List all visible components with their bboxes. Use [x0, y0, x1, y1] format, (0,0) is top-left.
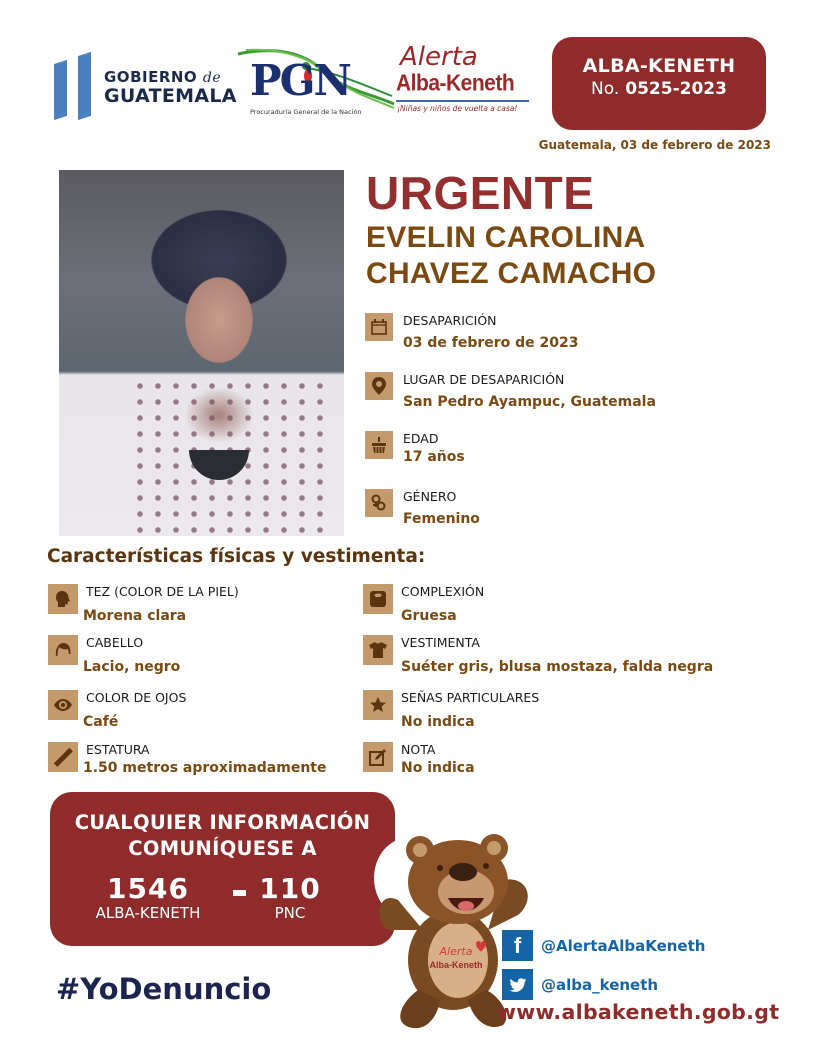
facebook-link[interactable] — [502, 930, 705, 961]
bulletin-date: Guatemala, 03 de febrero de 2023 — [538, 138, 771, 152]
characteristics-title: Características físicas y vestimenta: — [47, 546, 426, 567]
location-pin-icon — [365, 372, 393, 400]
case-program: ALBA-KENETH — [582, 55, 736, 77]
twitter-handle: @alba_keneth — [541, 975, 659, 994]
phone-number: 1546 — [107, 872, 189, 905]
name-line-1: EVELIN CAROLINA — [366, 221, 646, 254]
alerta-word: Alerta — [400, 42, 478, 72]
detail-value: San Pedro Ayampuc, Guatemala — [403, 394, 656, 410]
facebook-icon: f — [502, 930, 533, 961]
char-label: COMPLEXIÓN — [401, 584, 485, 599]
char-note — [363, 742, 475, 778]
hair-icon — [48, 635, 78, 665]
scale-icon — [363, 584, 393, 614]
head-icon — [48, 584, 78, 614]
char-label: VESTIMENTA — [401, 635, 480, 650]
gobierno-text: GOBIERNO — [104, 68, 198, 86]
detail-value: 17 años — [403, 449, 465, 465]
gender-icon — [365, 489, 393, 517]
twitter-link[interactable] — [502, 969, 658, 1000]
char-value: Lacio, negro — [83, 659, 181, 675]
detail-label: GÉNERO — [403, 489, 457, 504]
birthday-cake-icon — [365, 431, 393, 459]
twitter-icon — [502, 969, 533, 1000]
phone-pnc[interactable] — [250, 874, 330, 922]
facebook-handle: @AlertaAlbaKeneth — [541, 936, 706, 955]
star-icon — [363, 690, 393, 720]
note-edit-icon — [363, 742, 393, 772]
char-hair — [48, 635, 180, 677]
bear-belly-word: Alerta — [439, 945, 473, 958]
char-label: COLOR DE OJOS — [86, 690, 187, 705]
char-value: No indica — [401, 714, 475, 730]
pgn-subtitle: Procuraduría General de la Nación — [250, 108, 362, 116]
alba-keneth-name: Alba-Keneth — [396, 70, 515, 97]
phone-alba-keneth[interactable] — [68, 874, 228, 922]
char-height — [48, 742, 326, 778]
alerta-alba-keneth-logo — [396, 42, 536, 116]
detail-gender — [365, 489, 480, 529]
char-build — [363, 584, 484, 626]
pgn-logo — [236, 46, 396, 121]
contact-line-2: COMUNÍQUESE A — [128, 837, 317, 860]
shirt-icon — [363, 635, 393, 665]
missing-person-photo — [59, 170, 344, 536]
calendar-icon — [365, 313, 393, 341]
gobierno-de-text: de — [202, 70, 222, 86]
hashtag: #YoDenuncio — [56, 972, 272, 1006]
char-value: Suéter gris, blusa mostaza, falda negra — [401, 659, 714, 675]
detail-value: Femenino — [403, 511, 480, 527]
contact-line-1: CUALQUIER INFORMACIÓN — [74, 811, 371, 834]
detail-value: 03 de febrero de 2023 — [403, 335, 579, 351]
char-value: No indica — [401, 760, 475, 776]
char-clothing — [363, 635, 713, 677]
phone-number: 110 — [259, 872, 321, 905]
bear-belly-name: Alba-Keneth — [429, 960, 483, 970]
char-distinguishing-marks — [363, 690, 539, 732]
pgn-letters: PGN — [250, 56, 350, 105]
char-value: Morena clara — [83, 608, 187, 624]
website-link[interactable]: www.albakeneth.gob.gt — [497, 1000, 780, 1024]
detail-age — [365, 431, 465, 467]
alerta-tagline: ¡Niñas y niños de vuelta a casa! — [397, 104, 518, 113]
detail-label: EDAD — [403, 431, 439, 446]
char-value: Café — [83, 714, 119, 730]
separator-dash — [233, 890, 246, 896]
detail-label: DESAPARICIÓN — [403, 313, 497, 328]
guatemala-text: GUATEMALA — [104, 85, 237, 107]
urgency-status: URGENTE — [366, 167, 595, 219]
char-label: NOTA — [401, 742, 436, 757]
gobierno-guatemala-logo — [52, 48, 237, 128]
phone-label: PNC — [274, 904, 306, 922]
char-label: TEZ (COLOR DE LA PIEL) — [86, 584, 239, 599]
detail-label: LUGAR DE DESAPARICIÓN — [403, 372, 565, 387]
case-number-badge — [552, 37, 766, 130]
phone-label: ALBA-KENETH — [95, 904, 201, 922]
name-line-2: CHAVEZ CAMACHO — [366, 257, 657, 290]
gobierno-logo-bar — [78, 52, 91, 120]
char-label: CABELLO — [86, 635, 144, 650]
detail-disappearance-place — [365, 372, 656, 412]
case-number: 0525-2023 — [625, 79, 727, 99]
ruler-icon — [48, 742, 78, 772]
char-skin-tone — [48, 584, 239, 626]
missing-person-name — [366, 220, 656, 292]
logo-underline — [396, 100, 529, 102]
char-label: ESTATURA — [86, 742, 150, 757]
gobierno-logo-bar — [54, 60, 67, 120]
char-value: Gruesa — [401, 608, 457, 624]
char-eye-color — [48, 690, 186, 732]
case-no-label: No. — [591, 79, 620, 99]
detail-disappearance-date — [365, 313, 579, 353]
contact-info-box — [50, 792, 395, 946]
char-value: 1.50 metros aproximadamente — [83, 760, 327, 776]
char-label: SEÑAS PARTICULARES — [401, 690, 540, 705]
eye-icon — [48, 690, 78, 720]
